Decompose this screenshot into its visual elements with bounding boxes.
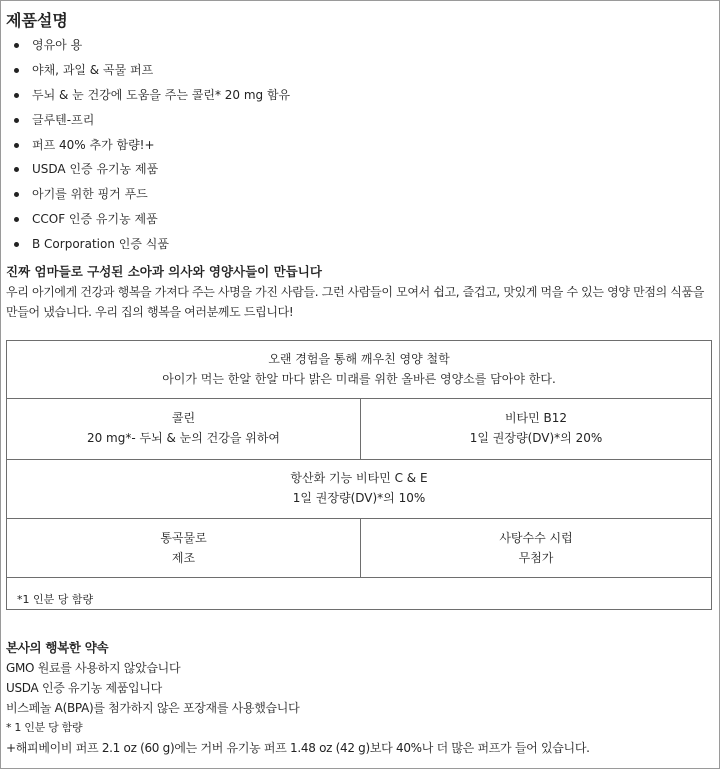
choline-detail: 20 mg*- 두뇌 & 눈의 건강을 위하여 [86, 431, 281, 445]
vitamin-b12-cell [361, 408, 711, 448]
feature-item: 퍼프 40% 추가 함량!+ [32, 136, 290, 161]
antioxidant-detail: 1일 권장량(DV)*의 10% [292, 491, 426, 505]
choline-title: 콜린 [171, 411, 196, 425]
antioxidant-title: 항산화 기능 비타민 C & E [290, 471, 428, 485]
table-divider [7, 398, 711, 399]
no-cane-syrup-title: 사탕수수 시럽 [499, 531, 573, 545]
promise-footnote: * 1 인분 당 함량 [6, 721, 83, 734]
whole-grain-detail: 제조 [171, 551, 196, 565]
makers-text: 우리 아기에게 건강과 행복을 가져다 주는 사명을 가진 사람들. 그런 사람들이 모여서 쉽고, 즐겁고, 맛있게 먹을 수 있는 영양 만점의 식품을 만들어 냈습니다. 우리 집의 행복을 여러분께도 드립니다! [6, 285, 704, 319]
feature-item: 아기를 위한 핑거 푸드 [32, 185, 290, 210]
feature-item: B Corporation 인증 식품 [32, 235, 290, 260]
whole-grain-title: 통곡물로 [160, 531, 207, 545]
table-footnote: *1 인분 당 함량 [17, 593, 94, 606]
promise-section [6, 638, 590, 758]
nutrition-table [6, 340, 712, 610]
feature-item: 영유아 용 [32, 36, 290, 61]
makers-heading: 진짜 엄마들로 구성된 소아과 의사와 영양사들이 만듭니다 [6, 264, 322, 279]
feature-item: 글루텐-프리 [32, 111, 290, 136]
table-header-title: 오랜 경험을 통해 깨우친 영양 철학 [268, 352, 450, 366]
table-header-cell [7, 349, 711, 389]
table-header-subtitle: 아이가 먹는 한알 한알 마다 밝은 미래를 위한 올바른 영양소를 담아야 한다. [162, 372, 556, 386]
table-divider [7, 518, 711, 519]
choline-cell [7, 408, 360, 448]
no-cane-syrup-detail: 무첨가 [518, 551, 554, 565]
promise-line: USDA 인증 유기농 제품입니다 [6, 681, 162, 695]
puff-comparison-note: +해피베이비 퍼프 2.1 oz (60 g)에는 거버 유기농 퍼프 1.48 oz (42 g)보다 40%나 더 많은 퍼프가 들어 있습니다. [6, 741, 590, 755]
no-cane-syrup-cell [361, 528, 711, 568]
vitamin-b12-detail: 1일 권장량(DV)*의 20% [469, 431, 603, 445]
promise-line: 비스페놀 A(BPA)를 첨가하지 않은 포장재를 사용했습니다 [6, 701, 300, 715]
promise-line: GMO 원료를 사용하지 않았습니다 [6, 661, 181, 675]
feature-item: 야채, 과일 & 곡물 퍼프 [32, 61, 290, 86]
whole-grain-cell [7, 528, 360, 568]
table-divider [7, 459, 711, 460]
page-title: 제품설명 [6, 11, 68, 30]
vitamin-b12-title: 비타민 B12 [504, 411, 568, 425]
feature-item: CCOF 인증 유기농 제품 [32, 210, 290, 235]
promise-title: 본사의 행복한 약속 [6, 640, 109, 655]
feature-item: USDA 인증 유기농 제품 [32, 160, 290, 185]
feature-item: 두뇌 & 눈 건강에 도움을 주는 콜린* 20 mg 함유 [32, 86, 290, 111]
feature-list [32, 36, 290, 260]
table-divider [7, 577, 711, 578]
antioxidant-cell [7, 468, 711, 508]
